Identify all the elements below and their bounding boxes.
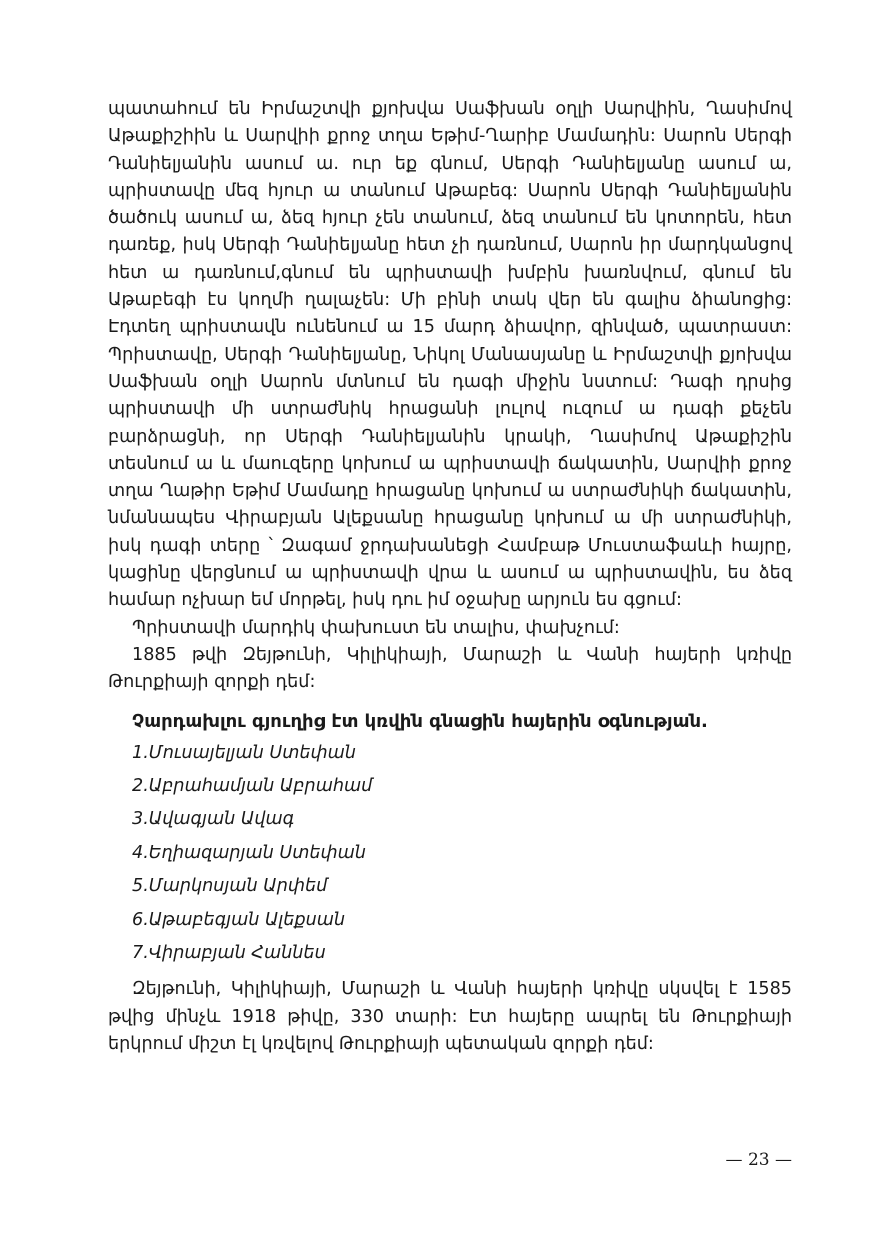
section-heading: Չարդախլու գյուղից էտ կռվին գնացին հայերին օգնության.	[132, 710, 708, 732]
document-page	[108, 96, 792, 1058]
body-paragraph-4: Զեյթունի, Կիլիկիայի, Մարաշի և Վանի հայերի կռիվը սկսվել է 1585 թվից մինչև 1918 թիվը, 330 տարի: Էտ հայերը ապրել են Թուրքիայի երկրում միշտ էլ կռվելով Թուրքիայի պետական զորքի դեմ:	[108, 979, 792, 1054]
list-item: 7.Վիրաբյան Հաննես	[132, 942, 326, 963]
list-item: 5.Մարկոսյան Արփեմ	[132, 876, 328, 897]
list-item: 2.Աբրահամյան Աբրահամ	[132, 775, 373, 796]
list-item: 6.Աթաբեգյան Ալեքսան	[132, 909, 346, 930]
page-number: — 23 —	[725, 1150, 792, 1170]
list-item: 3.Ավագյան Ավագ	[132, 809, 295, 830]
list-item: 4.Եղիազարյան Ստեփան	[132, 842, 366, 863]
list-item: 1.Մուսայելյան Ստեփան	[132, 742, 356, 763]
names-list	[108, 737, 792, 971]
body-paragraph-1: պատահում են Իրմաշտվի քյոխվա Սաֆխան օղլի Սարվիին, Ղասիմով Աթաքիշիին և Սարվիի քրոջ տղա Եթիմ-Ղարիբ Մամադին: Սարոն Սերգի Դանիելյանին ասում ա. ուր եք գնում, Սերգի Դանիելյանը ասում ա, պրիստավը մեզ հյուր ա տանում Աթաբեգ: Սարոն Սերգի Դանիելյանին ծածուկ ասում ա, ձեզ հյուր չեն տանում, ձեզ տանում են կոտորեն, հետ դառեք, իսկ Սերգի Դանիելյանը հետ չի դառնում, Սարոն իր մարդկանցով հետ ա դառնում,գնում են պրիստավի խմբին խառնվում, գնում են Աթաբեգի էս կողմի ղալաչեն: Մի բինի տակ վեր են գալիս ձիանոցից: Էդտեղ պրիստավն ունենում ա 15 մարդ ձիավոր, զինված, պատրաստ: Պրիստավը, Սերգի Դանիելյանը, Նիկոլ Մանասյանը և Իրմաշտվի քյոխվա Սաֆխան օղլի Սարոն մտնում են դագի միջին նստում: Դագի դրսից պրիստավի մի ստրաժնիկ հրացանի լուլով ուզում ա դագի քեչեն բարձրացնի, որ Սերգի Դանիելյանին կրակի, Ղասիմով Աթաքիշին տեսնում ա և մաուզերը կոխում ա պրիստավի ճակատին, Սարվիի քրոջ տղա Ղաթիր Եթիմ Մամադը հրացանը կոխում ա ստրաժնիկի ճակատին, նմանապես Վիրաբյան Ալեքսանը հրացանը կոխում ա մի ստրաժնիկի, իսկ դագի տերը ՝ Զագամ ջրդախանեցի Համբաթ Մուստաֆաևի հայրը, կացինը վերցնում ա պրիստավի վրա և ասում ա պրիստավին, ես ձեզ համար ոչխար եմ մորթել, իսկ դու իմ օջախը արյուն ես գցում:	[108, 99, 792, 611]
body-paragraph-3: 1885 թվի Զեյթունի, Կիլիկիայի, Մարաշի և Վանի հայերի կռիվը Թուրքիայի զորքի դեմ:	[108, 644, 792, 693]
body-paragraph-2: Պրիստավի մարդիկ փախուստ են տալիս, փախչում:	[132, 617, 620, 638]
